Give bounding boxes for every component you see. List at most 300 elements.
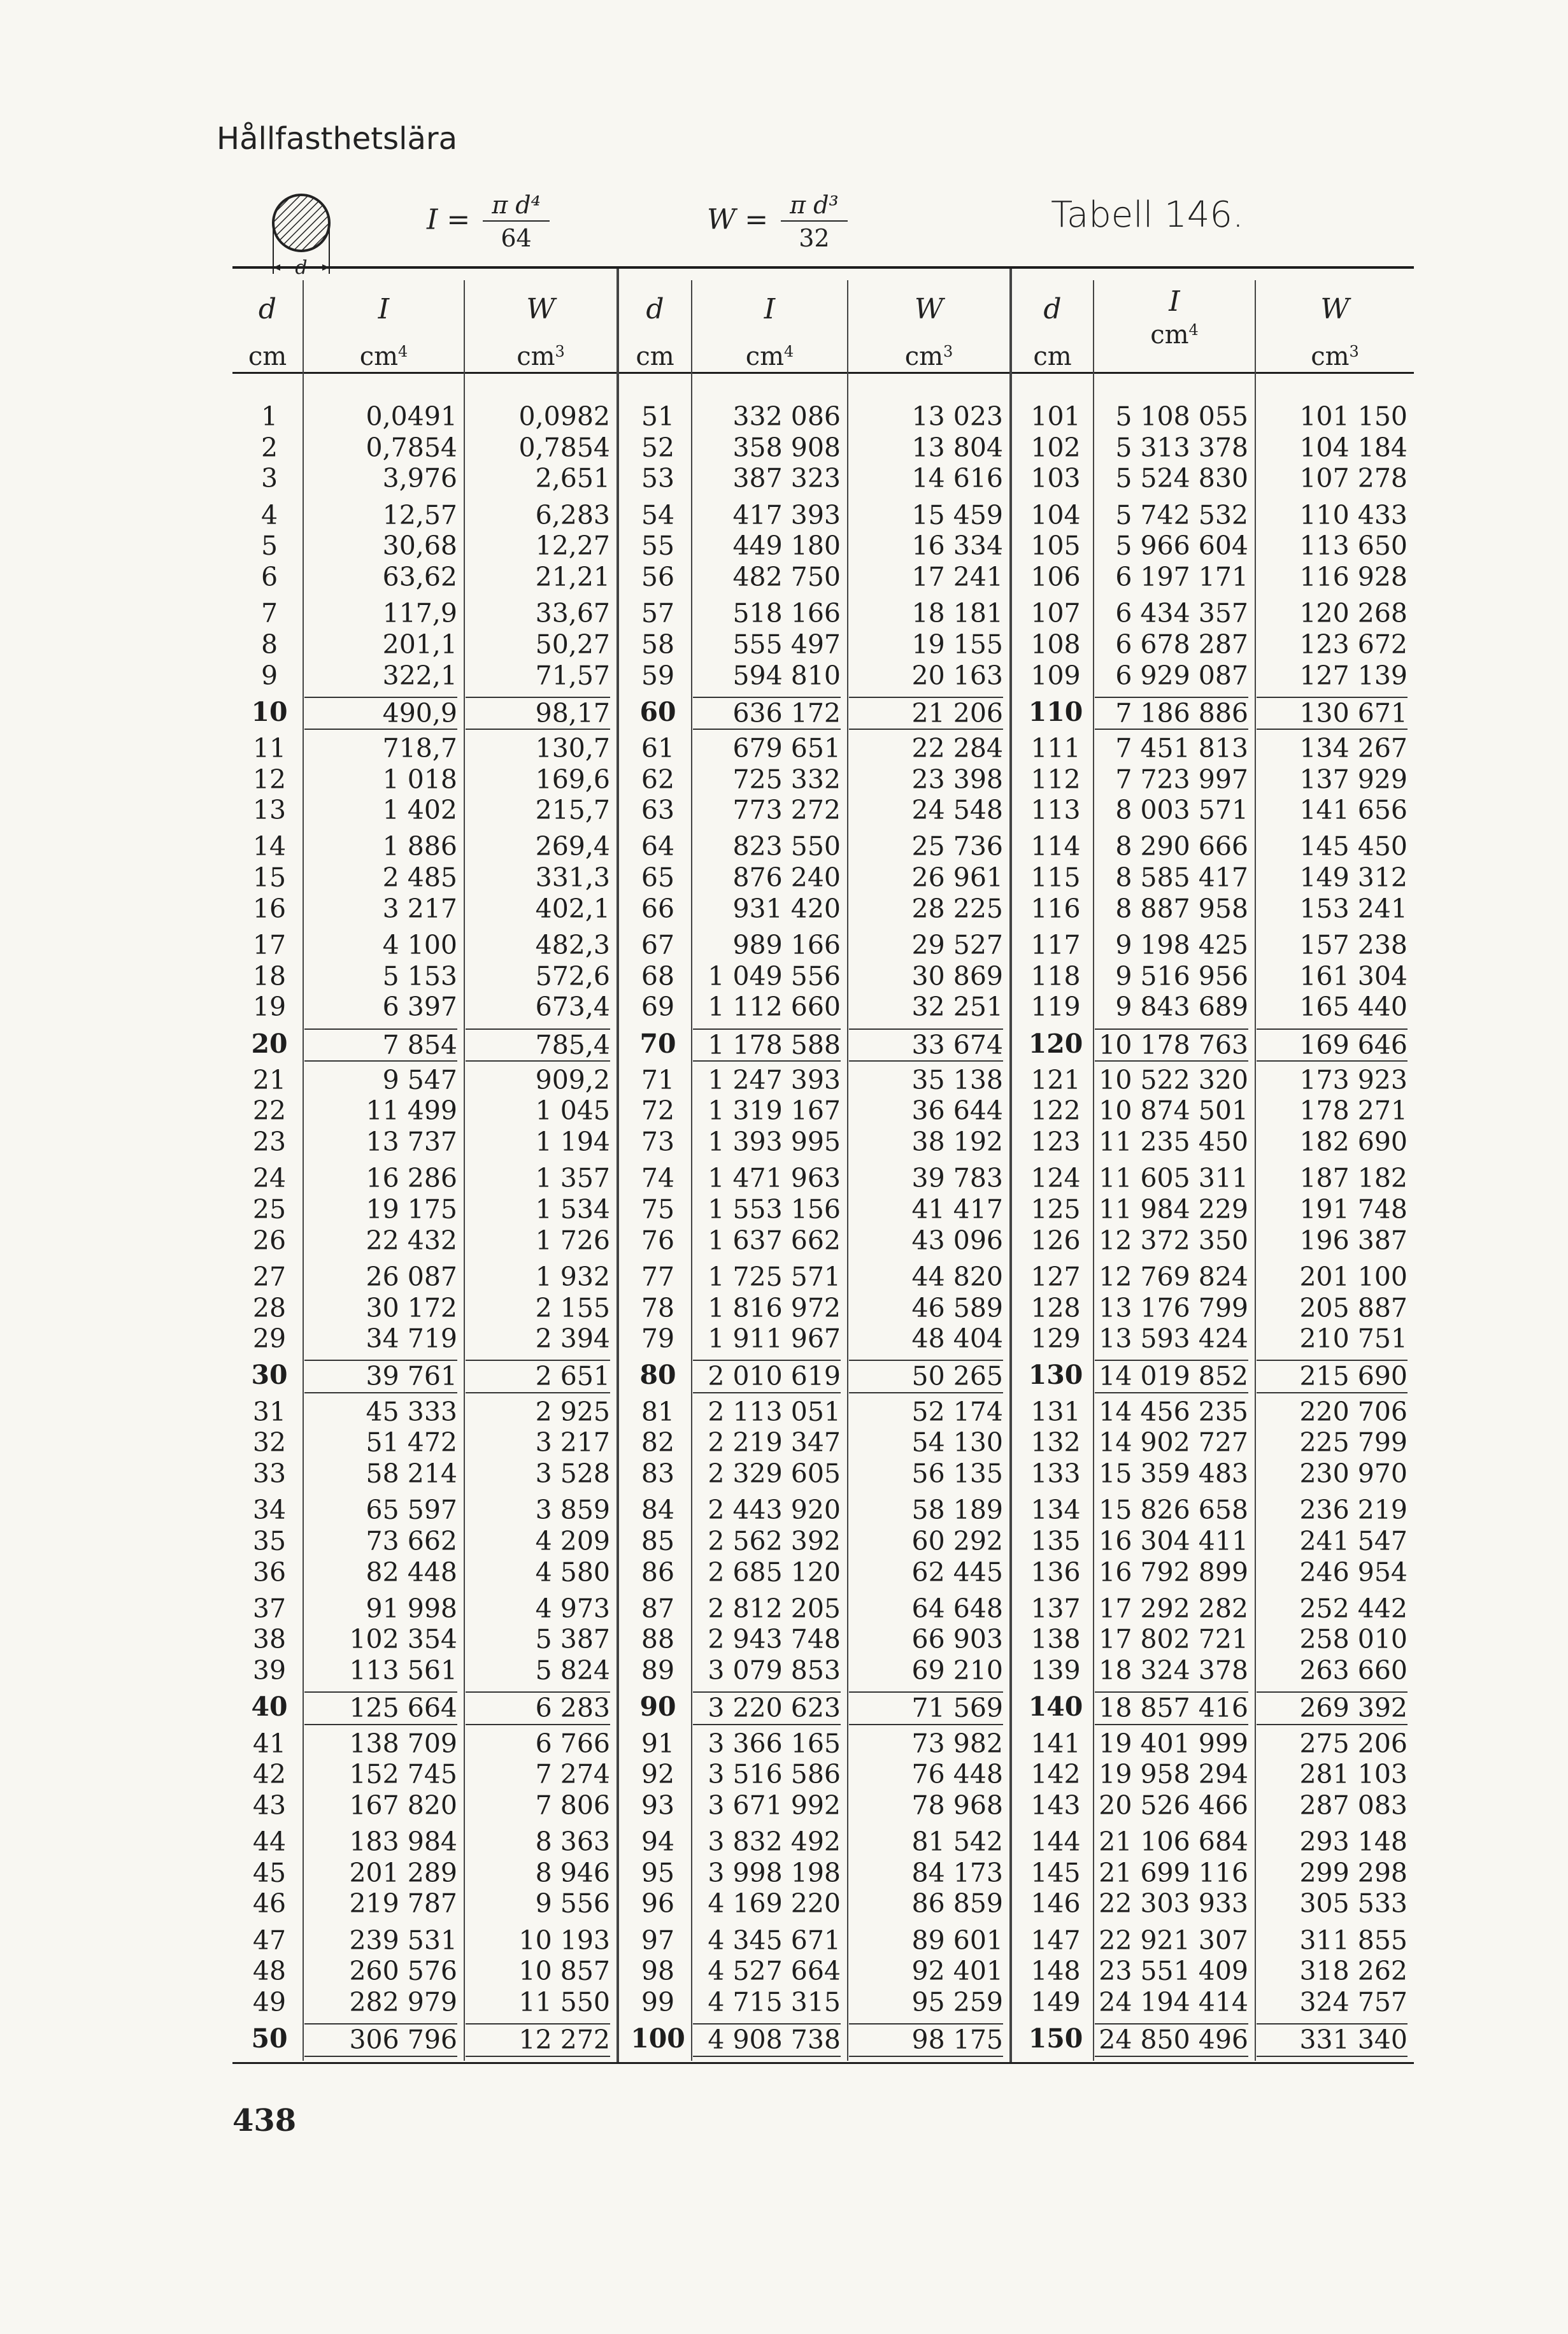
cell-d-block2: 58	[641, 629, 675, 660]
cell-w-block1: 0,7854	[518, 432, 610, 463]
table-row	[232, 1826, 1414, 1858]
table-top-rule	[232, 266, 1414, 269]
cell-i-block3: 7 451 813	[1115, 732, 1248, 764]
table-row	[232, 1323, 1414, 1355]
cell-d-block1: 22	[252, 1095, 287, 1127]
table-row	[232, 432, 1414, 464]
table-header-rule	[232, 372, 1414, 374]
cell-w-block3: 149 312	[1299, 862, 1408, 893]
cell-d-block3: 116	[1030, 893, 1081, 924]
cell-i-block2: 417 393	[732, 499, 841, 530]
cell-d-block1: 42	[252, 1759, 287, 1790]
cell-i-block1: 201 289	[349, 1857, 457, 1888]
cell-d-block1: 2	[260, 432, 278, 463]
cell-w-block2: 17 241	[911, 561, 1003, 592]
cell-d-block2: 68	[641, 960, 675, 992]
cell-w-block1: 21,21	[535, 561, 610, 592]
cell-i-block2: 4 345 671	[708, 1925, 841, 1956]
header-unit: $cm^3$	[1311, 342, 1359, 371]
cell-i-block1: 3,976	[382, 463, 457, 494]
cell-d-block1: 18	[252, 960, 287, 992]
cell-i-block1: 167 820	[349, 1790, 457, 1821]
page-header-title: Hållfasthetslära	[217, 121, 457, 157]
table-row	[232, 697, 1414, 728]
cell-w-block2: 22 284	[911, 732, 1003, 764]
table-row	[232, 401, 1414, 432]
cell-w-block2: 60 292	[911, 1525, 1003, 1556]
cell-i-block2: 518 166	[732, 598, 841, 629]
cell-w-block2: 24 548	[911, 795, 1003, 826]
cell-w-block3: 236 219	[1299, 1495, 1408, 1526]
cell-i-block2: 1 049 556	[708, 960, 841, 992]
cell-d-block1: 4	[260, 499, 278, 530]
cell-d-block3: 103	[1030, 463, 1081, 494]
cell-i-block2: 3 832 492	[708, 1826, 841, 1858]
cell-d-block2: 84	[641, 1495, 675, 1526]
table-row	[232, 733, 1414, 764]
cell-i-block2: 1 471 963	[708, 1163, 841, 1194]
table-row	[232, 2023, 1414, 2054]
cell-w-block3: 305 533	[1299, 1888, 1408, 1919]
cell-d-block2: 59	[641, 660, 675, 691]
cell-i-block1: 117,9	[382, 598, 457, 629]
cell-d-block2: 75	[641, 1194, 675, 1225]
cell-w-block2: 29 527	[911, 930, 1003, 960]
cell-i-block1: 6 397	[382, 992, 457, 1023]
cell-i-block3: 10 874 501	[1099, 1095, 1248, 1127]
cell-i-block3: 19 401 999	[1099, 1728, 1248, 1759]
table-row	[232, 862, 1414, 893]
cell-i-block1: 63,62	[382, 561, 457, 592]
table-row	[232, 893, 1414, 925]
cell-w-block3: 275 206	[1299, 1728, 1408, 1759]
cell-w-block1: 6,283	[535, 499, 610, 530]
cell-w-block2: 62 445	[911, 1556, 1003, 1588]
header-w-2	[848, 293, 1009, 371]
cell-i-block1: 19 175	[366, 1194, 457, 1225]
cell-w-block1: 50,27	[535, 629, 610, 660]
cell-d-block1: 34	[252, 1495, 287, 1526]
cell-d-block3: 137	[1030, 1593, 1081, 1624]
cell-d-block2: 86	[641, 1556, 675, 1588]
cell-w-block1: 909,2	[535, 1064, 610, 1095]
table-row	[232, 1458, 1414, 1490]
table-row	[232, 1095, 1414, 1127]
cell-d-block1: 15	[252, 862, 287, 893]
cell-w-block1: 482,3	[535, 930, 610, 960]
cell-i-block2: 482 750	[732, 561, 841, 592]
cell-d-block3: 135	[1030, 1525, 1081, 1556]
cell-i-block1: 30 172	[366, 1292, 457, 1323]
cell-w-block2: 20 163	[911, 660, 1003, 691]
cell-d-block3: 101	[1030, 401, 1081, 432]
cell-i-block2: 2 219 347	[708, 1427, 841, 1458]
cell-d-block2: 55	[641, 530, 675, 562]
cell-d-block2: 96	[641, 1888, 675, 1919]
cell-i-block3: 18 857 416	[1095, 1691, 1248, 1725]
cell-i-block3: 6 197 171	[1115, 561, 1248, 592]
cell-d-block1: 21	[252, 1064, 287, 1095]
cell-d-block2: 69	[641, 992, 675, 1023]
cell-d-block3: 120	[1028, 1028, 1083, 1059]
cell-w-block3: 123 672	[1299, 629, 1408, 660]
cell-i-block3: 14 902 727	[1099, 1427, 1248, 1458]
cell-w-block2: 21 206	[849, 697, 1003, 730]
table-row	[232, 930, 1414, 961]
cell-i-block2: 989 166	[732, 930, 841, 960]
cell-d-block3: 128	[1030, 1292, 1081, 1323]
cell-d-block1: 47	[252, 1925, 287, 1956]
table-row	[232, 1728, 1414, 1760]
cell-i-block2: 1 637 662	[708, 1225, 841, 1256]
cell-i-block1: 22 432	[366, 1225, 457, 1256]
header-symbol: d	[1043, 293, 1062, 325]
cell-i-block3: 13 593 424	[1099, 1323, 1248, 1355]
cell-i-block3: 5 524 830	[1115, 463, 1248, 494]
table-row	[232, 562, 1414, 593]
cell-w-block3: 130 671	[1257, 697, 1408, 730]
cell-i-block1: 282 979	[349, 1987, 457, 2017]
cell-d-block3: 121	[1030, 1064, 1081, 1095]
cell-w-block3: 107 278	[1299, 463, 1408, 494]
cell-d-block3: 141	[1030, 1728, 1081, 1759]
table-row	[232, 1495, 1414, 1526]
cell-d-block3: 139	[1030, 1655, 1081, 1686]
cell-d-block3: 113	[1030, 795, 1081, 826]
cell-i-block1: 39 761	[304, 1360, 457, 1393]
table-row	[232, 1360, 1414, 1391]
cell-d-block1: 27	[252, 1261, 287, 1292]
cell-w-block1: 9 556	[535, 1888, 610, 1919]
cell-w-block1: 33,67	[535, 598, 610, 629]
table-row	[232, 1127, 1414, 1158]
cell-i-block1: 306 796	[304, 2023, 457, 2057]
cell-w-block2: 76 448	[911, 1759, 1003, 1790]
cell-i-block1: 11 499	[366, 1095, 457, 1127]
cell-i-block3: 17 802 721	[1099, 1624, 1248, 1655]
cell-w-block3: 269 392	[1257, 1691, 1408, 1725]
cell-w-block2: 71 569	[849, 1691, 1003, 1725]
cell-d-block3: 124	[1030, 1163, 1081, 1194]
cell-d-block3: 114	[1030, 831, 1081, 862]
header-unit: $cm^3$	[904, 342, 953, 371]
formula-moment-of-inertia	[427, 191, 550, 252]
cell-i-block2: 332 086	[732, 401, 841, 432]
cell-d-block2: 67	[641, 930, 675, 960]
table-row	[232, 1557, 1414, 1588]
cell-i-block1: 16 286	[366, 1163, 457, 1194]
table-label: Tabell 146.	[1051, 194, 1244, 236]
cell-w-block2: 54 130	[911, 1427, 1003, 1458]
header-i-2	[692, 293, 847, 371]
header-symbol: I	[378, 293, 390, 325]
cell-i-block2: 4 527 664	[708, 1956, 841, 1987]
cell-i-block1: 58 214	[366, 1458, 457, 1489]
cell-w-block1: 130,7	[535, 732, 610, 764]
header-i-1	[304, 293, 464, 371]
cell-w-block2: 28 225	[911, 893, 1003, 924]
header-w-3	[1256, 293, 1414, 371]
cell-d-block1: 8	[260, 629, 278, 660]
cell-i-block1: 4 100	[382, 930, 457, 960]
cell-w-block3: 178 271	[1299, 1095, 1408, 1127]
cell-d-block1: 19	[252, 992, 287, 1023]
header-symbol: W	[914, 293, 944, 325]
cell-d-block3: 133	[1030, 1458, 1081, 1489]
cell-d-block3: 130	[1028, 1360, 1083, 1391]
cell-d-block2: 61	[641, 732, 675, 764]
cell-w-block3: 187 182	[1299, 1163, 1408, 1194]
page-number: 438	[232, 2103, 297, 2138]
table-row	[232, 1888, 1414, 1919]
cell-i-block1: 12,57	[382, 499, 457, 530]
table-row	[232, 1225, 1414, 1256]
header-unit: $cm^3$	[517, 342, 565, 371]
cell-w-block2: 23 398	[911, 764, 1003, 795]
table-row	[232, 1624, 1414, 1655]
cell-d-block1: 23	[252, 1127, 287, 1158]
cell-i-block1: 138 709	[349, 1728, 457, 1759]
cell-w-block3: 169 646	[1257, 1028, 1408, 1062]
cell-w-block2: 15 459	[911, 499, 1003, 530]
cell-w-block1: 5 387	[535, 1624, 610, 1655]
cell-i-block1: 9 547	[382, 1064, 457, 1095]
cell-i-block3: 8 887 958	[1115, 893, 1248, 924]
cell-d-block1: 30	[251, 1360, 288, 1391]
table-row	[232, 629, 1414, 660]
cell-w-block1: 12 272	[466, 2023, 610, 2057]
header-symbol: W	[1320, 293, 1350, 325]
cell-w-block2: 36 644	[911, 1095, 1003, 1127]
cell-i-block2: 1 393 995	[708, 1127, 841, 1158]
cell-d-block2: 87	[641, 1593, 675, 1624]
data-table	[232, 401, 1414, 2060]
cell-d-block1: 39	[252, 1655, 287, 1686]
cell-w-block3: 104 184	[1299, 432, 1408, 463]
cell-w-block2: 64 648	[911, 1593, 1003, 1624]
cell-i-block1: 82 448	[366, 1556, 457, 1588]
cell-w-block1: 10 193	[518, 1925, 610, 1956]
cell-i-block3: 22 921 307	[1099, 1925, 1248, 1956]
cell-d-block1: 26	[252, 1225, 287, 1256]
table-row	[232, 1163, 1414, 1194]
cell-i-block1: 5 153	[382, 960, 457, 992]
cell-i-block1: 51 472	[366, 1427, 457, 1458]
cell-w-block2: 73 982	[911, 1728, 1003, 1759]
cell-w-block3: 318 262	[1299, 1956, 1408, 1987]
cell-w-block3: 127 139	[1299, 660, 1408, 691]
cell-w-block2: 13 023	[911, 401, 1003, 432]
cell-d-block3: 140	[1028, 1691, 1083, 1723]
cell-w-block3: 281 103	[1299, 1759, 1408, 1790]
cell-w-block2: 14 616	[911, 463, 1003, 494]
cell-w-block2: 43 096	[911, 1225, 1003, 1256]
cell-w-block3: 287 083	[1299, 1790, 1408, 1821]
cell-i-block2: 3 671 992	[708, 1790, 841, 1821]
cell-w-block1: 0,0982	[518, 401, 610, 432]
cell-w-block1: 1 045	[535, 1095, 610, 1127]
cell-d-block2: 72	[641, 1095, 675, 1127]
cell-w-block1: 169,6	[535, 764, 610, 795]
cell-d-block1: 36	[252, 1556, 287, 1588]
cell-d-block3: 118	[1030, 960, 1081, 992]
cell-d-block3: 112	[1030, 764, 1081, 795]
cell-i-block1: 1 018	[382, 764, 457, 795]
cell-d-block3: 106	[1030, 561, 1081, 592]
cell-i-block2: 1 247 393	[708, 1064, 841, 1095]
table-row	[232, 1194, 1414, 1225]
cell-d-block1: 38	[252, 1624, 287, 1655]
cell-i-block3: 8 290 666	[1115, 831, 1248, 862]
cell-w-block2: 66 903	[911, 1624, 1003, 1655]
cell-d-block1: 14	[252, 831, 287, 862]
cell-w-block1: 71,57	[535, 660, 610, 691]
cell-i-block3: 13 176 799	[1099, 1292, 1248, 1323]
cell-d-block3: 144	[1030, 1826, 1081, 1858]
cell-d-block1: 6	[260, 561, 278, 592]
cell-i-block3: 7 723 997	[1115, 764, 1248, 795]
cell-i-block2: 594 810	[732, 660, 841, 691]
cell-i-block3: 11 235 450	[1099, 1127, 1248, 1158]
cell-i-block1: 183 984	[349, 1826, 457, 1858]
cell-i-block2: 3 079 853	[708, 1655, 841, 1686]
cell-w-block1: 8 363	[535, 1826, 610, 1858]
table-row	[232, 795, 1414, 826]
cell-d-block1: 40	[251, 1691, 288, 1723]
cell-w-block3: 173 923	[1299, 1064, 1408, 1095]
cell-w-block1: 2,651	[535, 463, 610, 494]
formula-i-lhs: I =	[427, 203, 471, 236]
cell-w-block2: 33 674	[849, 1028, 1003, 1062]
cell-d-block1: 1	[260, 401, 278, 432]
cell-w-block1: 402,1	[535, 893, 610, 924]
cell-i-block1: 65 597	[366, 1495, 457, 1526]
cell-w-block2: 89 601	[911, 1925, 1003, 1956]
cell-d-block2: 81	[641, 1396, 675, 1427]
cell-i-block2: 725 332	[732, 764, 841, 795]
table-row	[232, 1655, 1414, 1686]
cell-d-block2: 88	[641, 1624, 675, 1655]
cell-w-block2: 25 736	[911, 831, 1003, 862]
cell-i-block2: 4 715 315	[708, 1987, 841, 2017]
cell-w-block3: 246 954	[1299, 1556, 1408, 1588]
cell-d-block3: 138	[1030, 1624, 1081, 1655]
cell-i-block3: 24 194 414	[1099, 1987, 1248, 2017]
cell-w-block2: 18 181	[911, 598, 1003, 629]
cell-d-block1: 5	[260, 530, 278, 562]
cell-w-block2: 98 175	[849, 2023, 1003, 2057]
cell-i-block2: 2 443 920	[708, 1495, 841, 1526]
cell-i-block2: 449 180	[732, 530, 841, 562]
cell-w-block3: 220 706	[1299, 1396, 1408, 1427]
cell-w-block1: 10 857	[518, 1956, 610, 1987]
cell-i-block3: 6 434 357	[1115, 598, 1248, 629]
cell-i-block2: 679 651	[732, 732, 841, 764]
cell-i-block3: 21 699 116	[1099, 1857, 1248, 1888]
cell-i-block2: 2 010 619	[693, 1360, 841, 1393]
cell-d-block3: 102	[1030, 432, 1081, 463]
table-row	[232, 961, 1414, 992]
cell-i-block2: 3 366 165	[708, 1728, 841, 1759]
header-unit: $cm^4$	[745, 342, 794, 371]
cell-d-block3: 129	[1030, 1323, 1081, 1355]
cell-w-block2: 86 859	[911, 1888, 1003, 1919]
table-row	[232, 1956, 1414, 1987]
cell-d-block3: 134	[1030, 1495, 1081, 1526]
cell-d-block1: 35	[252, 1525, 287, 1556]
cell-d-block3: 136	[1030, 1556, 1081, 1588]
cell-d-block2: 79	[641, 1323, 675, 1355]
cell-i-block1: 3 217	[382, 893, 457, 924]
cell-i-block3: 18 324 378	[1099, 1655, 1248, 1686]
cell-d-block3: 110	[1028, 696, 1083, 727]
cell-d-block3: 148	[1030, 1956, 1081, 1987]
cell-i-block1: 718,7	[382, 732, 457, 764]
cell-i-block3: 16 304 411	[1099, 1525, 1248, 1556]
cell-d-block1: 12	[252, 764, 287, 795]
cell-w-block1: 4 580	[535, 1556, 610, 1588]
cell-d-block1: 43	[252, 1790, 287, 1821]
cell-w-block2: 41 417	[911, 1194, 1003, 1225]
cell-d-block2: 70	[639, 1028, 676, 1059]
cell-d-block3: 127	[1030, 1261, 1081, 1292]
cell-i-block1: 152 745	[349, 1759, 457, 1790]
cell-i-block3: 5 966 604	[1115, 530, 1248, 562]
cell-w-block3: 258 010	[1299, 1624, 1408, 1655]
cell-d-block2: 80	[639, 1360, 676, 1391]
cell-w-block1: 2 925	[535, 1396, 610, 1427]
cell-d-block1: 3	[260, 463, 278, 494]
cell-i-block2: 3 220 623	[693, 1691, 841, 1725]
cell-d-block2: 66	[641, 893, 675, 924]
cell-d-block2: 95	[641, 1857, 675, 1888]
cell-w-block1: 1 534	[535, 1194, 610, 1225]
cell-i-block3: 22 303 933	[1099, 1888, 1248, 1919]
cell-i-block1: 1 402	[382, 795, 457, 826]
cell-i-block1: 7 854	[304, 1028, 457, 1062]
cell-i-block3: 21 106 684	[1099, 1826, 1248, 1858]
cell-i-block3: 12 372 350	[1099, 1225, 1248, 1256]
cell-w-block2: 92 401	[911, 1956, 1003, 1987]
cell-i-block3: 17 292 282	[1099, 1593, 1248, 1624]
cell-i-block1: 73 662	[366, 1525, 457, 1556]
cell-i-block3: 5 313 378	[1115, 432, 1248, 463]
cell-d-block3: 147	[1030, 1925, 1081, 1956]
cell-d-block2: 52	[641, 432, 675, 463]
cell-i-block3: 14 456 235	[1099, 1396, 1248, 1427]
cell-d-block1: 13	[252, 795, 287, 826]
cell-i-block3: 23 551 409	[1099, 1956, 1248, 1987]
cell-d-block1: 29	[252, 1323, 287, 1355]
cell-i-block3: 15 359 483	[1099, 1458, 1248, 1489]
cell-w-block3: 241 547	[1299, 1525, 1408, 1556]
cell-d-block2: 98	[641, 1956, 675, 1987]
table-row	[232, 1065, 1414, 1096]
cell-d-block3: 115	[1030, 862, 1081, 893]
cell-i-block3: 10 522 320	[1099, 1064, 1248, 1095]
cell-i-block3: 7 186 886	[1095, 697, 1248, 730]
cell-i-block2: 2 329 605	[708, 1458, 841, 1489]
table-row	[232, 1427, 1414, 1458]
cell-w-block1: 4 973	[535, 1593, 610, 1624]
cell-d-block1: 28	[252, 1292, 287, 1323]
cell-i-block2: 3 998 198	[708, 1857, 841, 1888]
cell-d-block2: 62	[641, 764, 675, 795]
cell-w-block3: 311 855	[1299, 1925, 1408, 1956]
cell-w-block2: 95 259	[911, 1987, 1003, 2017]
cell-w-block3: 141 656	[1299, 795, 1408, 826]
cell-d-block1: 49	[252, 1987, 287, 2017]
